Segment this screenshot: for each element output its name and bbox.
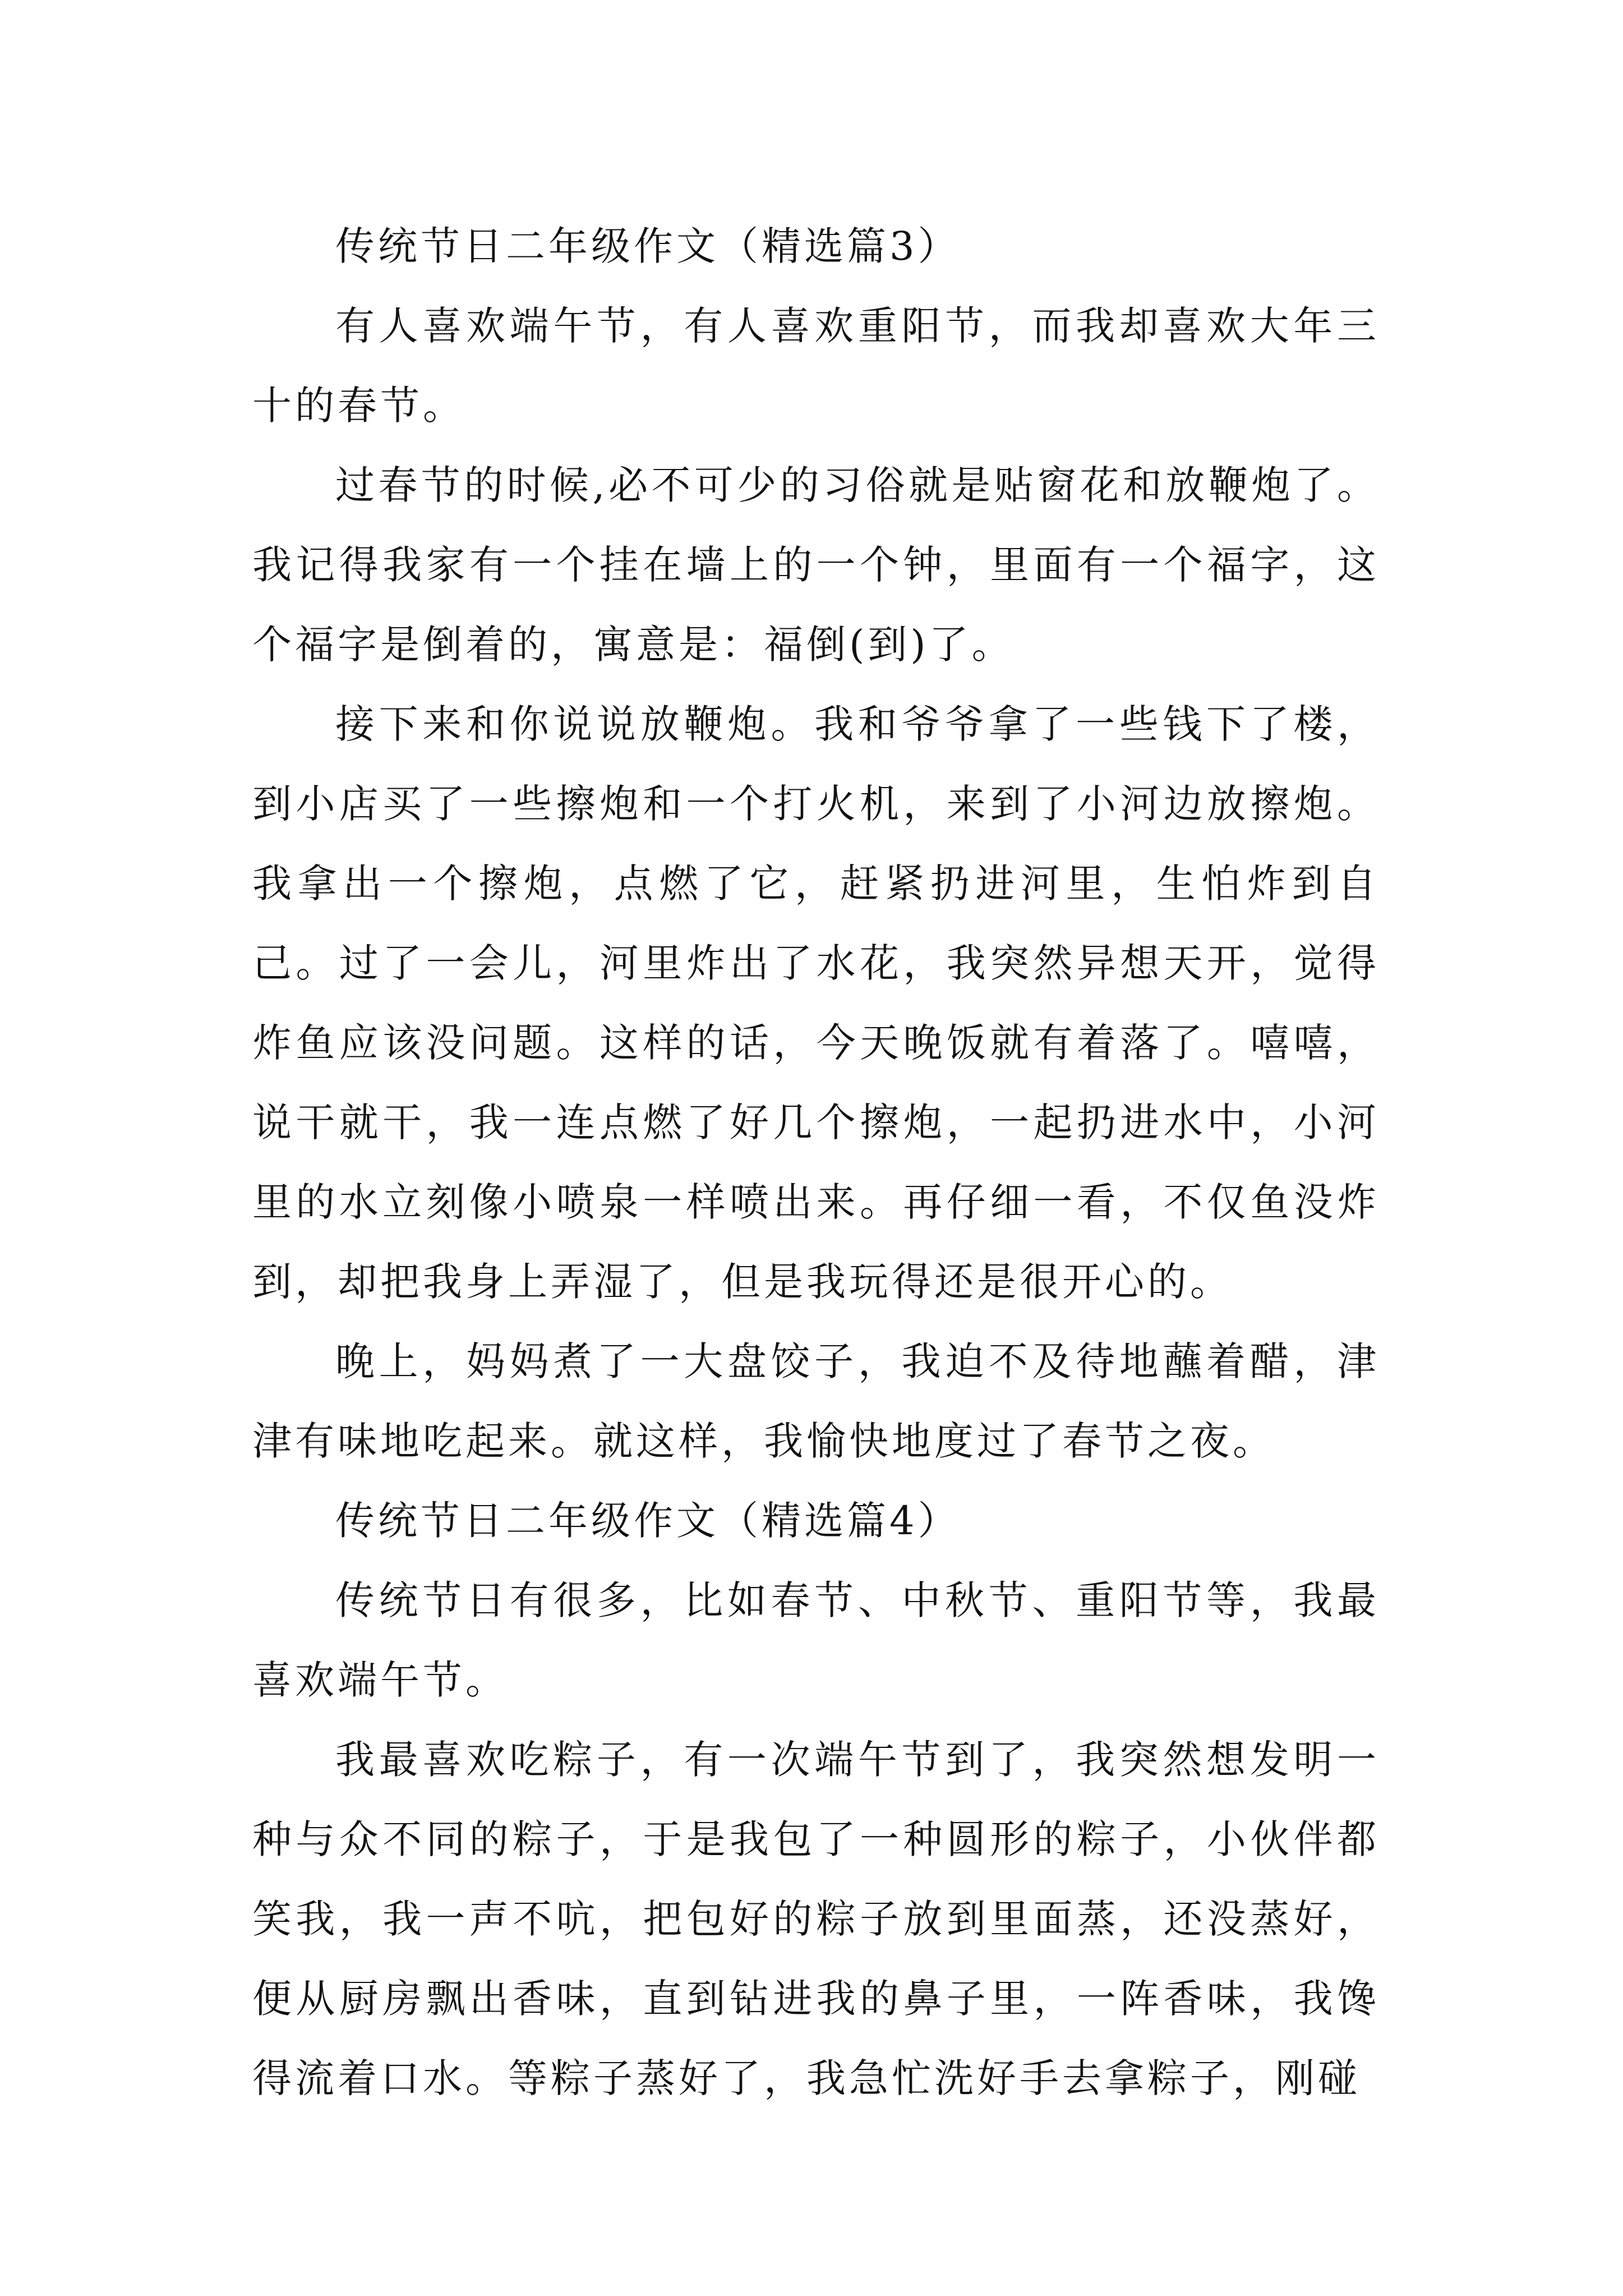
paragraph: 有人喜欢端午节，有人喜欢重阳节，而我却喜欢大年三十的春节。	[252, 303, 1380, 429]
section-heading-4: 传统节日二年级作文（精选篇4）	[335, 1498, 961, 1544]
paragraph: 过春节的时候,必不可少的习俗就是贴窗花和放鞭炮了。我记得我家有一个挂在墙上的一个钟，里面有一个福字，这个福字是倒着的，寓意是：福倒(到)了。	[252, 462, 1380, 668]
essay-text	[252, 206, 1380, 2118]
paragraph: 传统节日有很多，比如春节、中秋节、重阳节等，我最喜欢端午节。	[252, 1577, 1380, 1703]
section-heading-3: 传统节日二年级作文（精选篇3）	[335, 223, 961, 269]
paragraph: 接下来和你说说放鞭炮。我和爷爷拿了一些钱下了楼，到小店买了一些擦炮和一个打火机，来到了小河边放擦炮。我拿出一个擦炮，点燃了它，赶紧扔进河里，生怕炸到自己。过了一会儿，河里炸出了水花，我突然异想天开，觉得炸鱼应该没问题。这样的话，今天晚饭就有着落了。嘻嘻，说干就干，我一连点燃了好几个擦炮，一起扔进水中，小河里的水立刻像小喷泉一样喷出来。再仔细一看，不仅鱼没炸到，却把我身上弄湿了，但是我玩得还是很开心的。	[252, 701, 1380, 1305]
paragraph: 我最喜欢吃粽子，有一次端午节到了，我突然想发明一种与众不同的粽子，于是我包了一种圆形的粽子，小伙伴都笑我，我一声不吭，把包好的粽子放到里面蒸，还没蒸好，便从厨房飘出香味，直到钻进我的鼻子里，一阵香味，我馋得流着口水。等粽子蒸好了，我急忙洗好手去拿粽子，刚碰	[252, 1737, 1380, 2101]
paragraph: 晚上，妈妈煮了一大盘饺子，我迫不及待地蘸着醋，津津有味地吃起来。就这样，我愉快地度过了春节之夜。	[252, 1338, 1380, 1464]
